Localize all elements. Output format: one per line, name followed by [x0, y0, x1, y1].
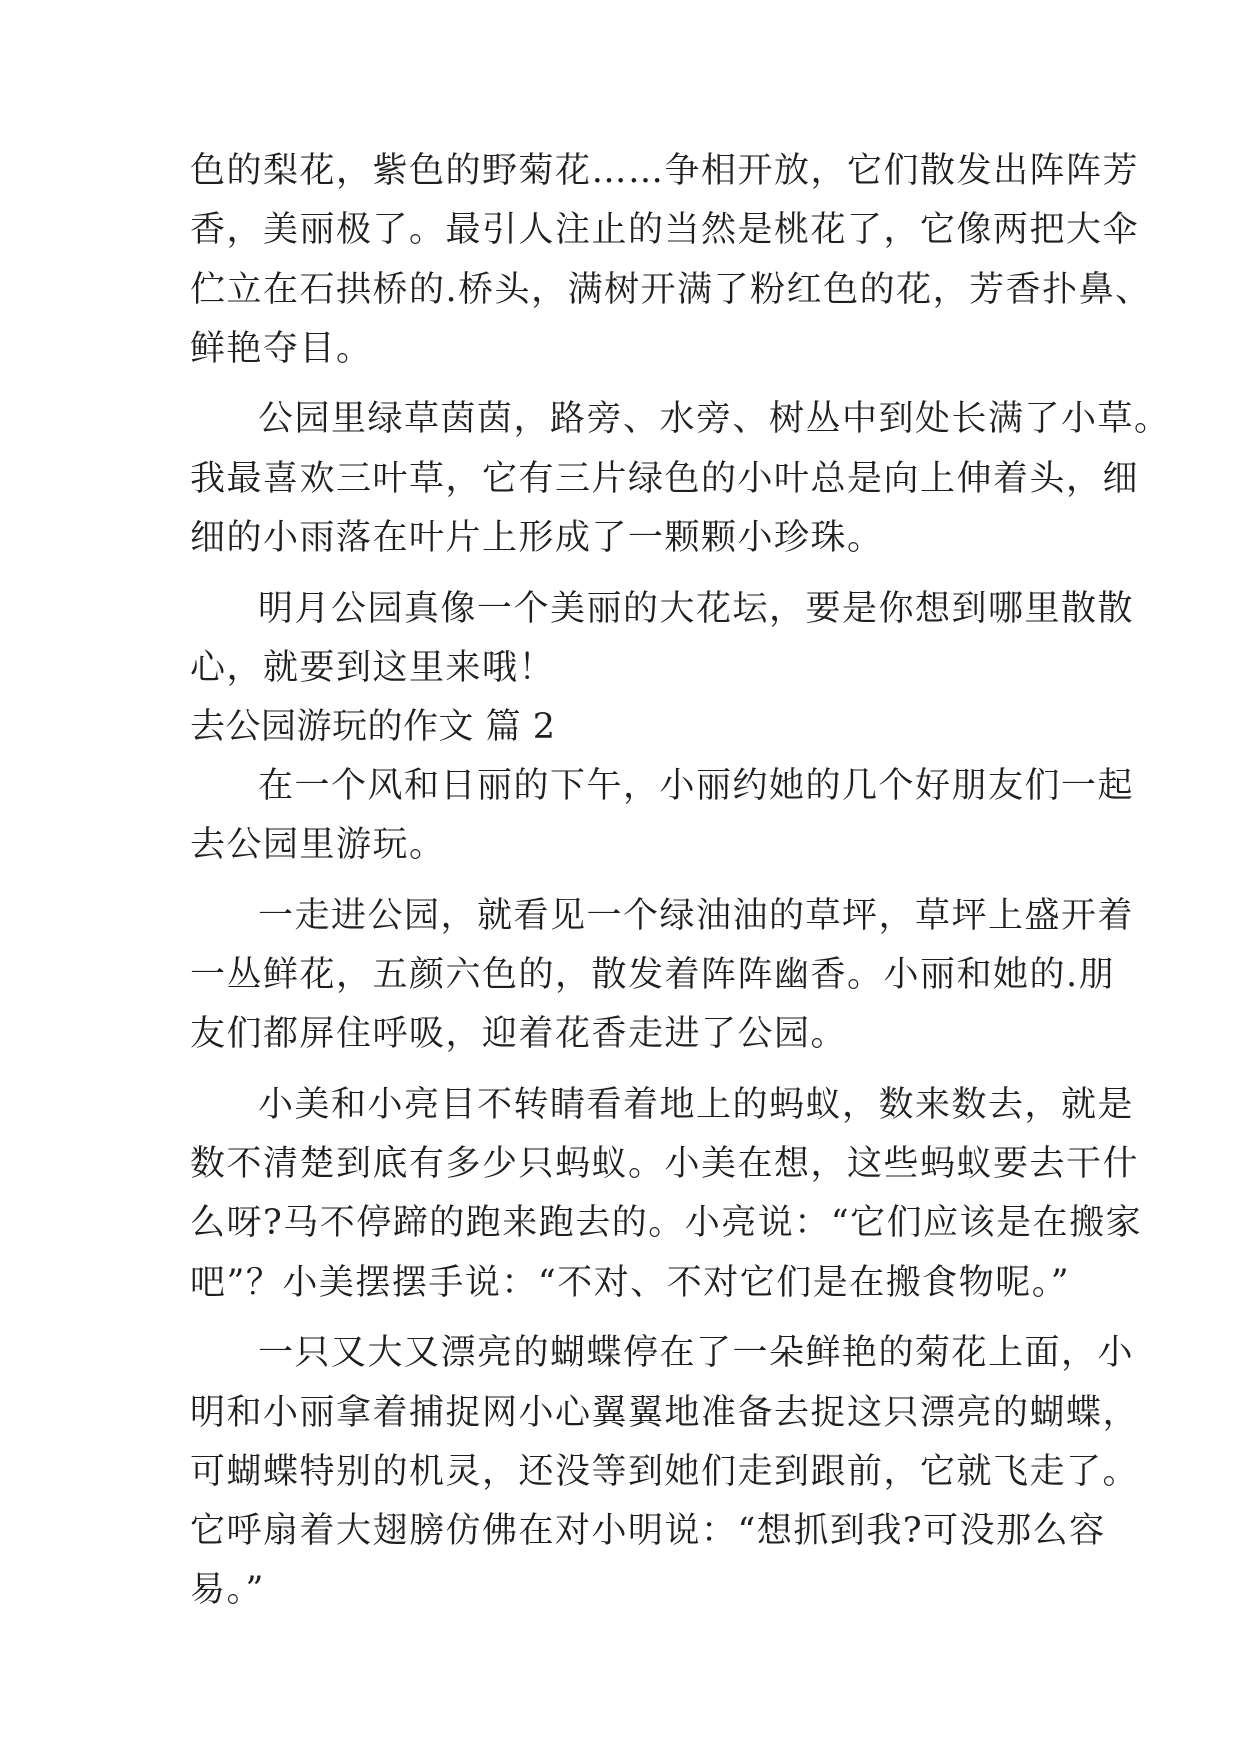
text-line: 可蝴蝶特别的机灵，还没等到她们走到跟前，它就飞走了。 — [190, 1452, 1140, 1492]
text-line: 去公园里游玩。 — [190, 825, 446, 865]
text-line: 明和小丽拿着捕捉网小心翼翼地准备去捉这只漂亮的蝴蝶， — [190, 1393, 1140, 1433]
paragraph-first-line: 一走进公园，就看见一个绿油油的草坪，草坪上盛开着 — [258, 896, 1135, 936]
text-line: 友们都屏住呼吸，迎着花香走进了公园。 — [190, 1014, 848, 1054]
paragraph-first-line: 明月公园真像一个美丽的大花坛，要是你想到哪里散散 — [258, 589, 1135, 629]
paragraph-first-line: 公园里绿草茵茵，路旁、水旁、树丛中到处长满了小草。 — [258, 399, 1171, 439]
paragraph-first-line: 小美和小亮目不转睛看着地上的蚂蚁，数来数去，就是 — [258, 1085, 1135, 1125]
text-line: 心，就要到这里来哦！ — [190, 648, 556, 688]
section-heading: 去公园游玩的作文 篇 2 — [190, 707, 556, 747]
text-line: 我最喜欢三叶草，它有三片绿色的小叶总是向上伸着头，细 — [190, 459, 1140, 499]
text-line: 鲜艳夺目。 — [190, 329, 373, 369]
text-line: 细的小雨落在叶片上形成了一颗颗小珍珠。 — [190, 518, 884, 558]
paragraph-first-line: 在一个风和日丽的下午，小丽约她的几个好朋友们一起 — [258, 766, 1135, 806]
text-line: 色的梨花，紫色的野菊花……争相开放，它们散发出阵阵芳 — [190, 151, 1140, 191]
text-line: 香，美丽极了。最引人注止的当然是桃花了，它像两把大伞 — [190, 210, 1140, 250]
text-line: 么呀?马不停蹄的跑来跑去的。小亮说：“它们应该是在搬家 — [190, 1203, 1143, 1243]
text-line: 吧”？小美摆摆手说：“不对、不对它们是在搬食物呢。” — [190, 1263, 1071, 1303]
text-line: 伫立在石拱桥的.桥头，满树开满了粉红色的花，芳香扑鼻、 — [190, 270, 1152, 310]
text-line: 数不清楚到底有多少只蚂蚁。小美在想，这些蚂蚁要去干什 — [190, 1144, 1140, 1184]
text-line: 它呼扇着大翅膀仿佛在对小明说：“想抓到我?可没那么容 — [190, 1511, 1106, 1551]
text-line: 一丛鲜花，五颜六色的，散发着阵阵幽香。小丽和她的.朋 — [190, 955, 1116, 995]
text-line: 易。” — [190, 1570, 265, 1610]
paragraph-first-line: 一只又大又漂亮的蝴蝶停在了一朵鲜艳的菊花上面，小 — [258, 1333, 1135, 1373]
